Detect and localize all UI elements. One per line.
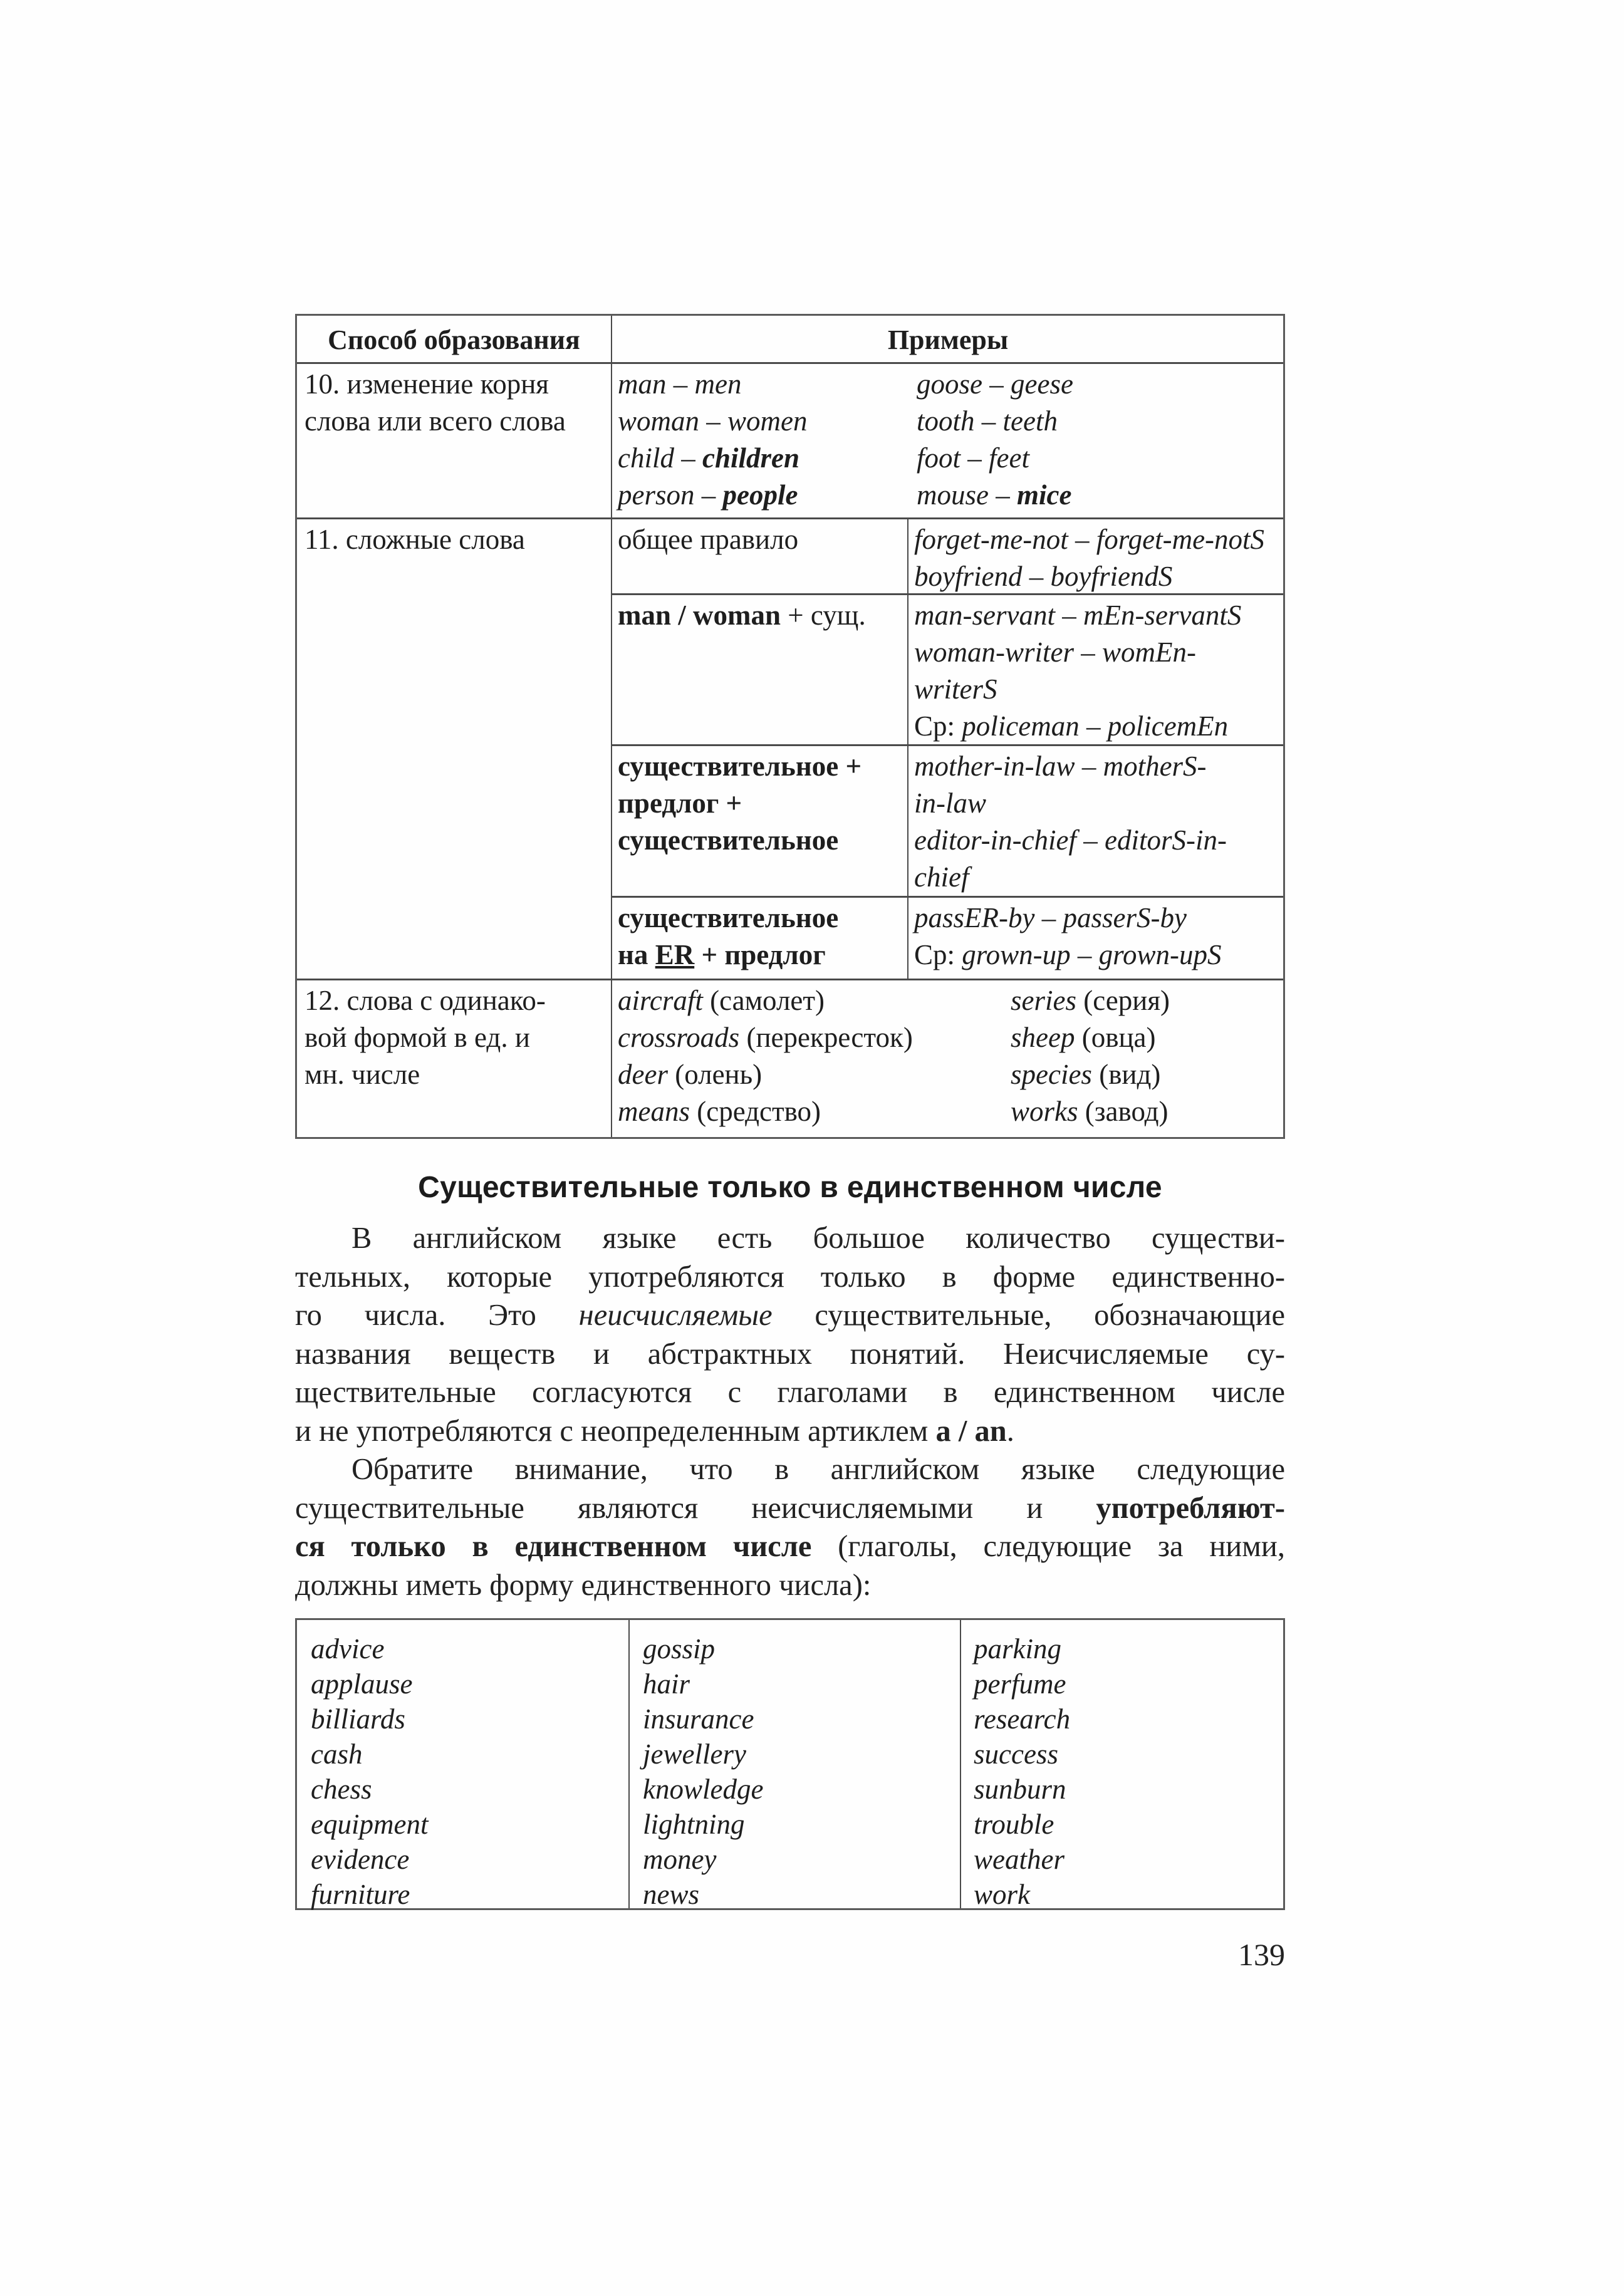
- row12-label: [304, 982, 546, 1093]
- list-item: billiards: [311, 1703, 405, 1735]
- row11-examples-man-woman: [914, 597, 1241, 745]
- list-item: knowledge: [643, 1774, 764, 1805]
- column-divider: [907, 517, 908, 979]
- noun-plural-formation-table: [295, 314, 1285, 1139]
- list-item: chess: [311, 1774, 372, 1805]
- row11-rule-er-noun: [618, 900, 838, 974]
- list-item: parking: [974, 1633, 1061, 1665]
- list-item: jewellery: [643, 1738, 746, 1770]
- rule-text: существительное +: [618, 751, 862, 782]
- list-item: advice: [311, 1633, 385, 1665]
- row12-examples-b: [1011, 982, 1170, 1130]
- example-word: crossroads (перекресток): [618, 1022, 913, 1053]
- list-item: trouble: [974, 1809, 1054, 1840]
- paragraph-line: Обратите внимание, что в английском языке следующие: [351, 1453, 1285, 1486]
- example-word: sheep (овца): [1011, 1022, 1156, 1053]
- row10-examples-b: [917, 366, 1073, 514]
- example-word: deer (олень): [618, 1059, 763, 1090]
- row12-label-line: мн. числе: [304, 1059, 420, 1090]
- example-pair: person – people: [618, 479, 798, 511]
- example-word: works (завод): [1011, 1096, 1169, 1127]
- paragraph-line: тельных, которые употребляются только в форме единственно-: [295, 1260, 1285, 1294]
- example-word: means (средство): [618, 1096, 821, 1127]
- list-item: work: [974, 1879, 1030, 1910]
- list-item: success: [974, 1738, 1058, 1770]
- uncountable-column-3: [974, 1631, 1070, 1912]
- header-divider: [297, 362, 1283, 364]
- list-item: gossip: [643, 1633, 716, 1665]
- list-item: cash: [311, 1738, 363, 1770]
- example-line: chief: [914, 861, 969, 893]
- example-word: aircraft (самолет): [618, 985, 825, 1016]
- example-line: editor-in-chief – editorS-in-: [914, 824, 1227, 856]
- example-pair: mouse – mice: [917, 479, 1072, 511]
- list-item: weather: [974, 1844, 1064, 1875]
- example-pair: goose – geese: [917, 368, 1073, 400]
- row11-examples-er-noun: [914, 900, 1221, 974]
- example-line: writerS: [914, 673, 997, 705]
- list-item: money: [643, 1844, 717, 1875]
- row10-examples-a: [618, 366, 808, 514]
- uncountable-column-2: [643, 1631, 763, 1912]
- list-item: lightning: [643, 1809, 745, 1840]
- list-item: insurance: [643, 1703, 754, 1735]
- rule-text: предлог +: [618, 787, 742, 819]
- uncountable-nouns-table: [295, 1618, 1285, 1910]
- list-item: applause: [311, 1668, 413, 1700]
- example-pair: woman – women: [618, 405, 808, 437]
- paragraph-line: ществительные согласуются с глаголами в единственном числе: [295, 1376, 1285, 1409]
- compare-line: Ср: grown-up – grown-upS: [914, 939, 1222, 970]
- list-item: evidence: [311, 1844, 410, 1875]
- compare-line: Ср: policeman – policemEn: [914, 710, 1229, 742]
- paragraph-line: го числа. Это неисчисляемые существительные, обозначающие: [295, 1299, 1285, 1332]
- list-item: research: [974, 1703, 1071, 1735]
- column-divider: [960, 1620, 961, 1908]
- rule-text: man / woman + сущ.: [618, 600, 866, 631]
- rule-text: общее правило: [618, 524, 799, 555]
- example-pair: foot – feet: [917, 442, 1029, 474]
- row12-label-line: вой формой в ед. и: [304, 1022, 530, 1053]
- column-divider: [611, 316, 612, 1137]
- paragraph-line: и не употребляются с неопределенным артиклем a / an.: [295, 1414, 1014, 1448]
- example-pair: man – men: [618, 368, 742, 400]
- paragraph-line: ся только в единственном числе (глаголы, следующие за ними,: [295, 1530, 1285, 1563]
- paragraph-line: названия веществ и абстрактных понятий. Неисчисляемые су-: [295, 1337, 1285, 1371]
- example-pair: child – children: [618, 442, 800, 474]
- row11-examples-noun-prep-noun: [914, 748, 1227, 896]
- example-line: passER-by – passerS-by: [914, 902, 1187, 933]
- paragraph-line: существительные являются неисчисляемыми и употребляют-: [295, 1491, 1285, 1525]
- row11-rule-general: [618, 521, 798, 558]
- header-method: Способ образования: [328, 325, 580, 355]
- example-word: series (серия): [1011, 985, 1170, 1016]
- list-item: furniture: [311, 1879, 410, 1910]
- row11-rule-noun-prep-noun: [618, 748, 861, 859]
- subrow-divider: [611, 896, 1283, 898]
- row12-label-line: 12. слова с одинако-: [304, 985, 546, 1016]
- example-line: in-law: [914, 787, 987, 819]
- paragraph-uncountable-intro: [295, 1219, 1285, 1450]
- uncountable-column-1: [311, 1631, 428, 1912]
- column-divider: [628, 1620, 630, 1908]
- list-item: perfume: [974, 1668, 1066, 1700]
- example-line: mother-in-law – motherS-: [914, 751, 1207, 782]
- rule-text: существительное: [618, 902, 839, 933]
- row11-label-text: 11. сложные слова: [304, 524, 525, 555]
- row-divider: [297, 979, 1283, 980]
- page-number: 139: [1238, 1937, 1285, 1972]
- header-examples: Примеры: [887, 325, 1009, 355]
- row10-label-line: 10. изменение корня: [304, 368, 549, 400]
- paragraph-attention: [295, 1450, 1285, 1604]
- rule-text: на ER + предлог: [618, 939, 826, 970]
- list-item: equipment: [311, 1809, 429, 1840]
- row10-label: [304, 366, 608, 440]
- list-item: hair: [643, 1668, 690, 1700]
- example-word: species (вид): [1011, 1059, 1161, 1090]
- row11-examples-general: [914, 521, 1264, 595]
- example-line: boyfriend – boyfriendS: [914, 561, 1173, 592]
- paragraph-line: В английском языке есть большое количество существи-: [351, 1222, 1285, 1255]
- row-divider: [297, 517, 1283, 519]
- row10-label-line: слова или всего слова: [304, 405, 566, 437]
- list-item: news: [643, 1879, 699, 1910]
- row12-examples-a: [618, 982, 913, 1130]
- row11-rule-man-woman: [618, 597, 866, 634]
- example-line: forget-me-not – forget-me-notS: [914, 524, 1265, 555]
- section-heading: Существительные только в единственном числе: [418, 1171, 1162, 1204]
- list-item: sunburn: [974, 1774, 1066, 1805]
- example-pair: tooth – teeth: [917, 405, 1058, 437]
- example-line: woman-writer – womEn-: [914, 636, 1196, 668]
- paragraph-line: должны иметь форму единственного числа):: [295, 1568, 872, 1602]
- rule-text: существительное: [618, 824, 839, 856]
- row11-label: [304, 521, 525, 558]
- example-line: man-servant – mEn-servantS: [914, 600, 1242, 631]
